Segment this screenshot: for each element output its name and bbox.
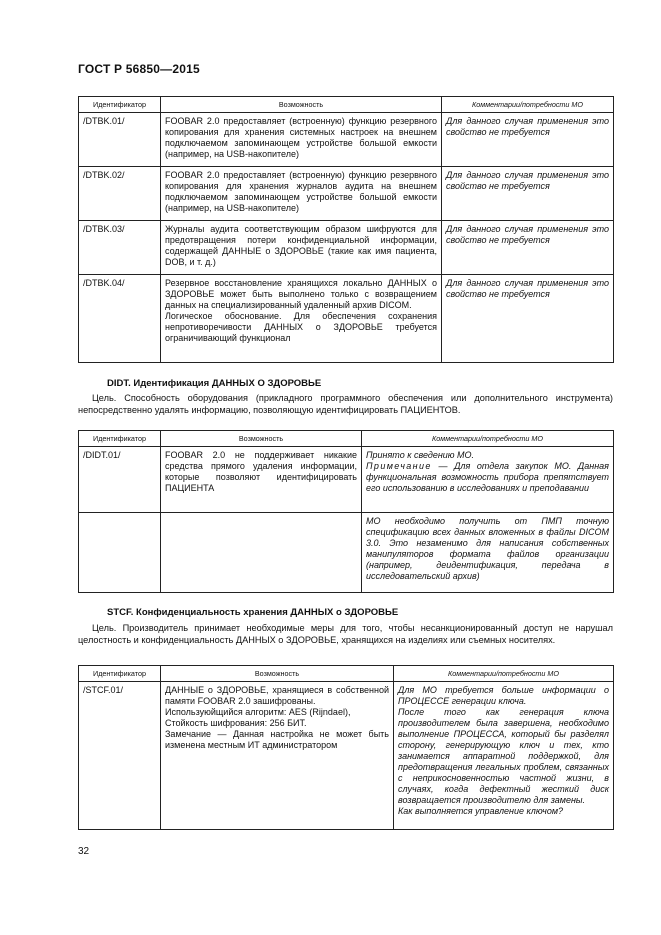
- header-identifier: Идентификатор: [79, 97, 161, 113]
- row-capability: FOOBAR 2.0 предоставляет (встроенную) функцию резервного копирования для хранения системных настроек на внешнем подключаемом запоминающем устройстве большой емкости (например, на USB-накопителе): [161, 113, 442, 167]
- header-identifier: Идентификатор: [79, 666, 161, 682]
- table-row: [79, 113, 614, 167]
- row-comment: [394, 682, 614, 830]
- header-comments: Комментарии/потребности МО: [394, 666, 614, 682]
- table-header-row: [79, 666, 614, 682]
- comment-note-text: — Для отдела закупок МО. Данная функциональная возможность прибора препятствует его использованию в исследованиях и преподавании: [366, 461, 609, 493]
- row-capability: Журналы аудита соответствующим образом шифруются для предотвращения потери конфиденциальной информации, содержащей ДАННЫЕ о ЗДОРОВЬЕ (такие как имя пациента, DOB, и т. д.): [161, 221, 442, 275]
- section-paragraph-stcf: Цель. Производитель принимает необходимые меры для того, чтобы несанкционированный доступ не нарушал целостность и конфиденциальность ДАННЫХ о ЗДОРОВЬЕ, хранящихся на изделиях или съемных носителях.: [78, 623, 613, 645]
- header-comments: Комментарии/потребности МО: [442, 97, 614, 113]
- row-comment: Для данного случая применения это свойство не требуется: [442, 113, 614, 167]
- table-row: [79, 513, 614, 593]
- document-title: ГОСТ Р 56850—2015: [78, 62, 200, 76]
- dtbk-table: [78, 96, 614, 363]
- comment-key-question: Как выполняется управление ключом?: [398, 806, 564, 816]
- comment-accepted: Принято к сведению МО.: [366, 450, 475, 460]
- row-capability: [161, 682, 394, 830]
- section-heading-stcf: STCF. Конфиденциальность хранения ДАННЫХ о ЗДОРОВЬЕ: [107, 607, 399, 618]
- table-row: [79, 167, 614, 221]
- row-identifier: /DTBK.01/: [79, 113, 161, 167]
- table-row: [79, 275, 614, 363]
- header-identifier: Идентификатор: [79, 431, 161, 447]
- table-header-row: [79, 97, 614, 113]
- row-identifier: /STCF.01/: [79, 682, 161, 830]
- section-paragraph-didt: Цель. Способность оборудования (прикладного программного обеспечения или дополнительного инструмента) непосредственно удалять информацию, позволяющую идентифицировать ПАЦИЕНТОВ.: [78, 393, 613, 415]
- row-comment: МО необходимо получить от ПМП точную спецификацию всех данных вложенных в файлы DICOM 3.0. Это незаменимо для написания собственных манипуляторов формата файлов организации (например, деидентификация, передача в исследовательский архив): [362, 513, 614, 593]
- row-identifier: /DTBK.02/: [79, 167, 161, 221]
- table-row: [79, 682, 614, 830]
- row-comment: Для данного случая применения это свойство не требуется: [442, 221, 614, 275]
- stcf-table: [78, 665, 614, 830]
- capability-text: Резервное восстановление хранящихся локально ДАННЫХ о ЗДОРОВЬЕ может быть выполнено только с возвращением данных на специализированный удаленный архив DICOM.: [165, 278, 437, 310]
- row-comment: Для данного случая применения это свойство не требуется: [442, 275, 614, 363]
- page-number: 32: [78, 846, 90, 857]
- table-row: [79, 447, 614, 513]
- capability-strength: Стойкость шифрования: 256 БИТ.: [165, 718, 307, 728]
- capability-algorithm: Используюйщийся алгоритм: AES (Rijndael),: [165, 707, 351, 717]
- section-heading-didt: DIDT. Идентификация ДАННЫХ О ЗДОРОВЬЕ: [107, 378, 322, 389]
- header-comments: Комментарии/потребности МО: [362, 431, 614, 447]
- header-capability: Возможность: [161, 431, 362, 447]
- table-header-row: [79, 431, 614, 447]
- row-comment: Для данного случая применения это свойство не требуется: [442, 167, 614, 221]
- comment-note-label: Примечание: [366, 461, 432, 471]
- row-capability: FOOBAR 2.0 предоставляет (встроенную) функцию резервного копирования для хранения журналов аудита на внешнем подключаемом запоминающем устройстве большой емкости (например, на USB-накопителе): [161, 167, 442, 221]
- comment-process-detail: После того как генерация ключа производителем была завершена, необходимо выполнение ПРОЦЕССА, который бы разделял сторону, генерирующую ключ и тех, кто занимается аппаратной поддержкой, для предотвращения легальных проблем, связанных с неприкосновенностью частной жизни, в случаях, когда дефектный жесткий диск возвращается производителю для замены.: [398, 707, 609, 805]
- didt-table: [78, 430, 614, 593]
- header-capability: Возможность: [161, 666, 394, 682]
- row-capability: [161, 275, 442, 363]
- comment-key-process: Для МО требуется больше информации о ПРОЦЕССЕ генерации ключа.: [398, 685, 609, 706]
- row-identifier: /DTBK.04/: [79, 275, 161, 363]
- row-identifier: /DTBK.03/: [79, 221, 161, 275]
- row-identifier: /DIDT.01/: [79, 447, 161, 513]
- row-capability: FOOBAR 2.0 не поддерживает никакие средства прямого удаления информации, которые позволяют идентифицировать ПАЦИЕНТА: [161, 447, 362, 513]
- row-identifier-empty: [79, 513, 161, 593]
- header-capability: Возможность: [161, 97, 442, 113]
- table-row: [79, 221, 614, 275]
- capability-rationale: Логическое обоснование. Для обеспечения сохранения непротиворечивости ДАННЫХ о ЗДОРОВЬЕ требуется ограничивающий функционал: [165, 311, 437, 343]
- row-comment: [362, 447, 614, 513]
- capability-remark: Замечание — Данная настройка не может быть изменена местным ИТ администратором: [165, 729, 389, 750]
- capability-encrypted: ДАННЫЕ о ЗДОРОВЬЕ, хранящиеся в собственной памяти FOOBAR 2.0 зашифрованы.: [165, 685, 389, 706]
- row-capability-empty: [161, 513, 362, 593]
